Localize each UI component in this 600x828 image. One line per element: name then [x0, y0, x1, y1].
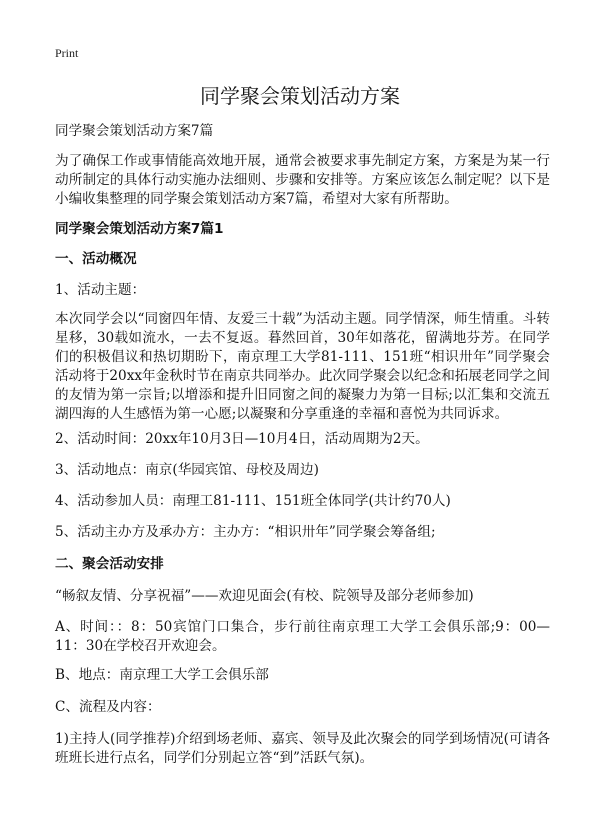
item2-time: 2、活动时间：20xx年10月3日—10月4日，活动周期为2天。: [55, 431, 429, 447]
item1-label: 1、活动主题：: [55, 282, 146, 298]
document-title: 同学聚会策划活动方案: [200, 84, 400, 108]
item1-body: 本次同学会以“同窗四年情、友爱三十载”为活动主题。同学情深，师生情重。斗转星移，30载如流水，一去不复返。暮然回首，30年如落花，留满地芬芳。在同学们的积极倡议和热切期盼下，南京理工大学81-111、151班“相识卅年”同学聚会活动将于20xx年金秋时节在南京共同举办。此次同学聚会以纪念和拓展老同学之间的友情为第一宗旨;以增添和提升旧同窗之间的凝聚力为第一目标;以汇集和交流五湖四海的人生感悟为第一心愿;以凝聚和分享重逢的幸福和喜悦为共同诉求。: [55, 311, 550, 422]
item4-participants: 4、活动参加人员：南理工81-111、151班全体同学(共计约70人): [55, 493, 451, 509]
event-time: A、时间：：8：50宾馆门口集合，步行前往南京理工大学工会俱乐部;9：00—11：30在学校召开欢迎会。: [55, 619, 550, 654]
part2-heading: 二、聚会活动安排: [55, 556, 164, 572]
part1-heading: 一、活动概况: [55, 251, 137, 267]
event-process-step-1: 1)主持人(同学推荐)介绍到场老师、嘉宾、领导及此次聚会的同学到场情况(可请各班班长进行点名，同学们分别起立答“到”活跃气氛)。: [55, 731, 550, 766]
document-subtitle: 同学聚会策划活动方案7篇: [55, 123, 214, 139]
intro-paragraph: 为了确保工作或事情能高效地开展，通常会被要求事先制定方案，方案是为某一行动所制定的具体行动实施办法细则、步骤和安排等。方案应该怎么制定呢？以下是小编收集整理的同学聚会策划活动方案7篇，希望对大家有所帮助。: [55, 153, 550, 207]
print-link[interactable]: Print: [55, 46, 79, 60]
item3-location: 3、活动地点：南京(华园宾馆、母校及周边): [55, 462, 319, 478]
event-process-label: C、流程及内容：: [55, 699, 161, 715]
item5-organizer: 5、活动主办方及承办方：主办方：“相识卅年”同学聚会筹备组;: [55, 524, 436, 540]
section-heading: 同学聚会策划活动方案7篇1: [55, 221, 224, 237]
event-place: B、地点：南京理工大学工会俱乐部: [55, 667, 269, 683]
event-title: “畅叙友情、分享祝福”——欢迎见面会(有校、院领导及部分老师参加): [55, 588, 474, 604]
